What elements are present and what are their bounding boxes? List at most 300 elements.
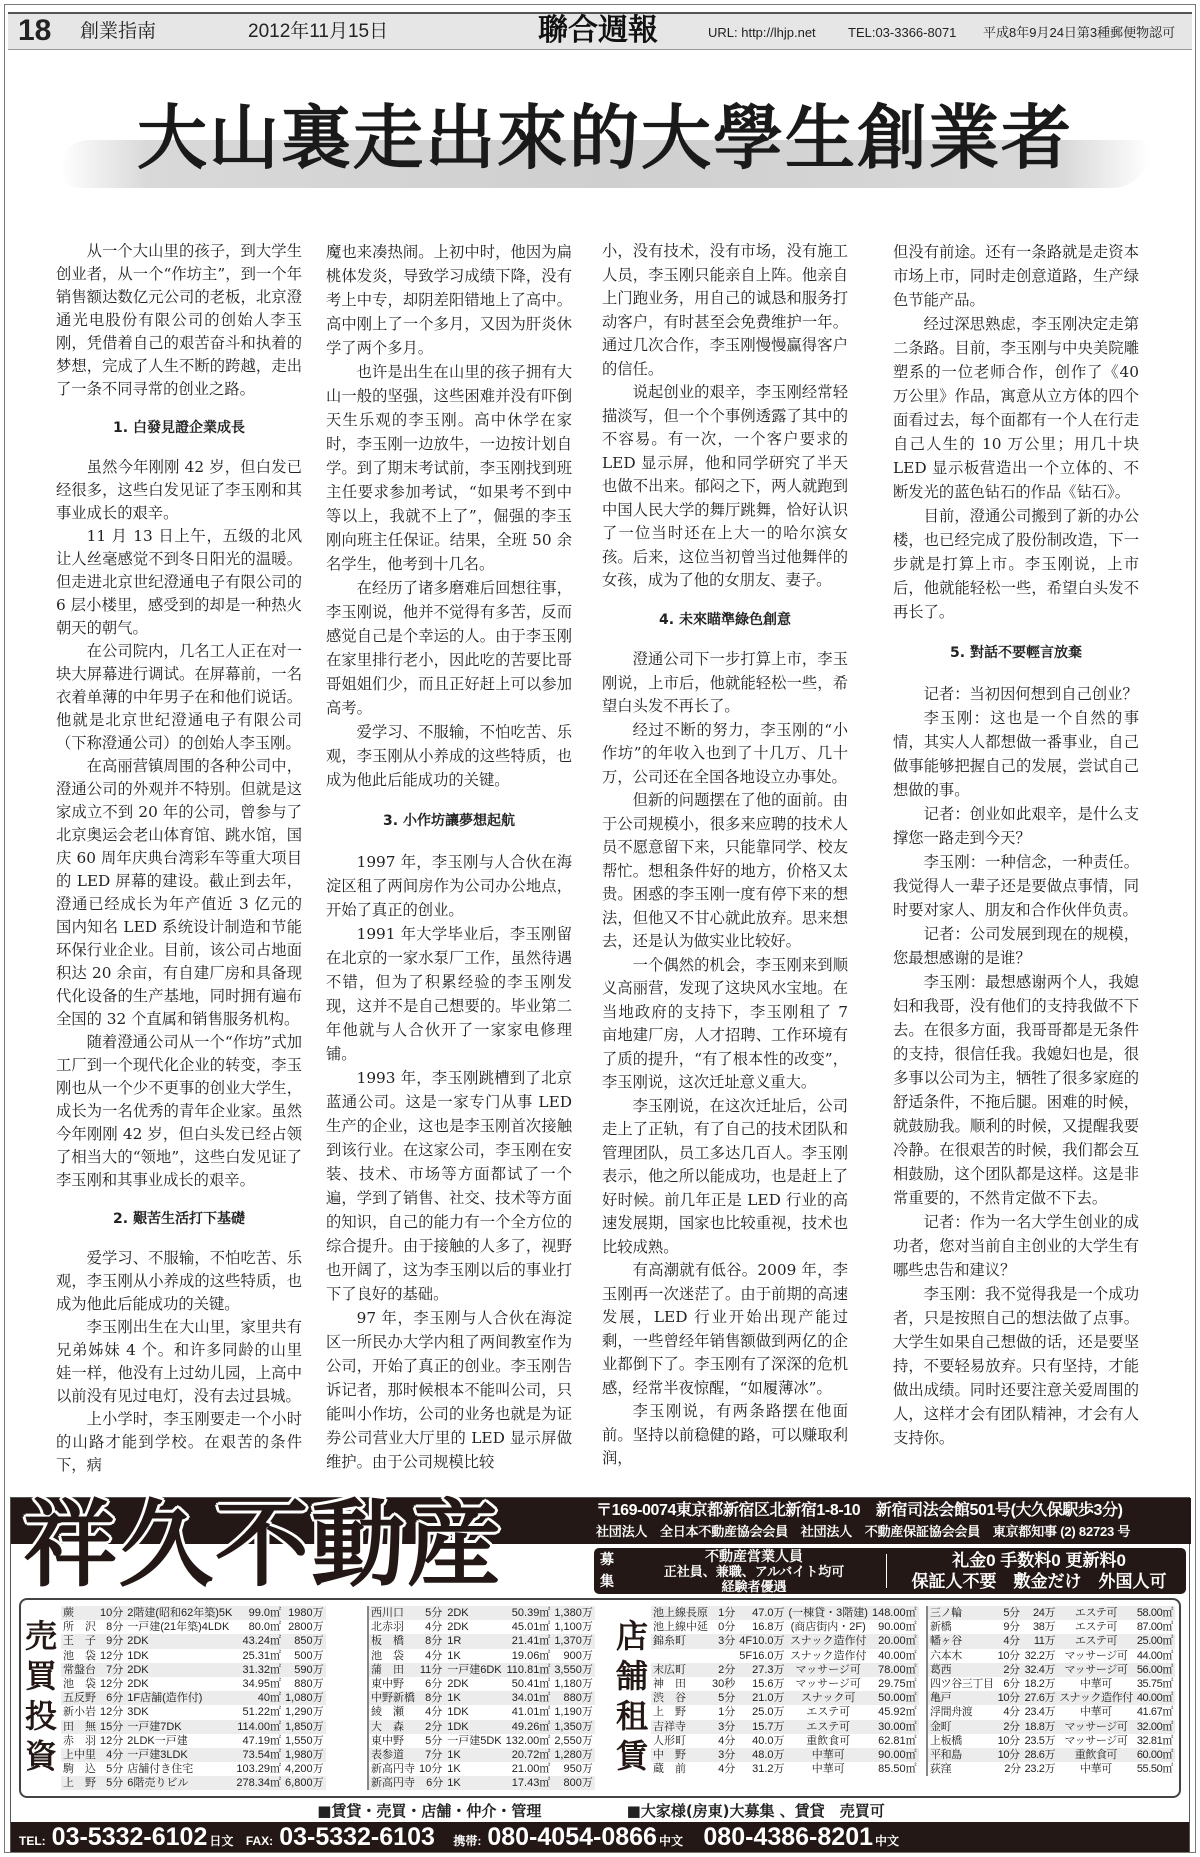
- listing-usage: 中華可: [1080, 1706, 1112, 1719]
- section-heading: 4. 未來瞄準綠色創意: [659, 611, 791, 628]
- listing-rent: 38万: [1033, 1621, 1056, 1634]
- listing-usage: エステ可: [1074, 1607, 1118, 1620]
- tel-number[interactable]: 03-5332-6102: [51, 1823, 208, 1851]
- listing-property-type: 一戸建6DK: [447, 1663, 502, 1676]
- article-paragraph: 澄通公司下一步打算上市，李玉刚说，上市后，他就能轻松一些，希望白头发不再长了。: [602, 650, 848, 715]
- listing-row: [927, 1748, 1175, 1762]
- section-heading: 2. 艱苦生活打下基礎: [113, 1211, 245, 1227]
- listing-walk-time: 2分: [1003, 1720, 1020, 1733]
- listing-property-type: 2DK: [127, 1635, 149, 1648]
- listing-walk-time: 6分: [1003, 1678, 1020, 1691]
- listing-station: 常盤台: [63, 1663, 96, 1676]
- article-paragraph: 小，没有技术，没有市场，没有施工人员，李玉刚只能亲自上阵。他亲自上门跑业务，用自己的诚恳和服务打动客户，有时甚至会免费维护一年。通过几次合作，李玉刚慢慢赢得客户的信任。: [602, 242, 848, 378]
- article-paragraph: 在经历了诸多磨难后回想往事，李玉刚说，他并不觉得有多苦，反而感觉自己是个幸运的人。由于李玉刚在家里排行老小，因此吃的苦要比哥哥姐姐们少，而且正好赶上可以参加高考。: [326, 579, 572, 717]
- listing-price: 1,290万: [285, 1706, 324, 1719]
- article-paragraph: 李玉刚出生在大山里，家里共有兄弟姊妹 4 个。和许多同龄的山里娃一样，他没有上过幼儿园，上高中以前没有见过电灯，没有去过县城。: [56, 1318, 302, 1405]
- mobile-label: 携帯:: [453, 1834, 482, 1848]
- listing-rent: 18.2万: [1024, 1678, 1056, 1691]
- listing-walk-time: 7分: [106, 1663, 124, 1676]
- listing-walk-time: 3分: [718, 1635, 736, 1648]
- listing-price: 880万: [294, 1678, 324, 1691]
- section-heading: 5. 對話不要輕言放棄: [950, 645, 1082, 661]
- ad-associations: 社団法人 全日本不動産協会会員 社団法人 不動産保証協会会員 東京都知事 (2) 82723 号: [596, 1524, 1131, 1539]
- listing-property-type: 1K: [447, 1649, 461, 1662]
- listing-walk-time: 0分: [718, 1621, 736, 1634]
- listing-row: [651, 1677, 919, 1691]
- listing-area: 32.81㎡: [1136, 1734, 1173, 1747]
- fax-number: 03-5332-6103: [279, 1823, 435, 1851]
- listing-area: 56.00㎡: [1136, 1663, 1173, 1676]
- listing-row: [651, 1634, 919, 1648]
- listing-station: 人形町: [653, 1734, 686, 1747]
- listing-price: 1,280万: [554, 1748, 593, 1761]
- listing-station: 五反野: [63, 1692, 96, 1705]
- listing-price: 500万: [294, 1649, 324, 1662]
- listing-price: 1,370万: [554, 1635, 593, 1648]
- listing-price: 4,200万: [285, 1763, 324, 1776]
- page-header: [8, 12, 1192, 50]
- listing-rent: 11万: [1033, 1635, 1056, 1648]
- listing-station: 錦糸町: [653, 1635, 686, 1648]
- listing-row: [61, 1606, 326, 1620]
- listing-rent: 48.0万: [752, 1748, 785, 1761]
- article-paragraph: 11 月 13 日上午，五级的北风让人丝毫感觉不到冬日阳光的温暖。但走进北京世纪澄通电子有限公司的 6 层小楼里，感受到的却是一种热火朝天的朝气。: [56, 527, 302, 637]
- article-paragraph: 在公司院内，几名工人正在对一块大屏幕进行调试。在屏幕前，一名衣着单薄的中年男子在和他们说话。他就是北京世纪澄通电子有限公司（下称澄通公司）的创始人李玉刚。: [56, 642, 302, 752]
- listing-property-type: 一戸建3LDK: [127, 1748, 188, 1761]
- listing-walk-time: 1分: [718, 1607, 736, 1620]
- listing-rent: 32.2万: [1024, 1649, 1056, 1662]
- terms-line-2: 保証人不要 敷金だけ 外国人可: [911, 1572, 1167, 1591]
- listing-station: 池 袋: [371, 1649, 404, 1662]
- listing-station: 北赤羽: [371, 1621, 404, 1634]
- listing-rent: 40.0万: [752, 1734, 785, 1747]
- listing-usage: マッサージ可: [795, 1663, 861, 1676]
- listing-area: 20.00㎡: [878, 1635, 917, 1648]
- listing-property-type: 1K: [447, 1748, 461, 1761]
- listing-price: 1,550万: [285, 1734, 324, 1747]
- listing-price: 850万: [294, 1635, 324, 1648]
- listing-walk-time: 8分: [425, 1635, 443, 1648]
- listing-rent: 23.4万: [1024, 1706, 1056, 1719]
- listing-row: [61, 1663, 326, 1677]
- fax-label: FAX:: [245, 1834, 274, 1848]
- article-paragraph: 但没有前途。还有一条路就是走资本市场上市，同时走创意道路，生产绿色节能产品。: [893, 243, 1139, 309]
- landlord-text: ■大家様(房東)大募集 、賃貸 売買可: [626, 1802, 885, 1820]
- listing-property-type: 6階売りビル: [127, 1777, 189, 1790]
- listing-walk-time: 10分: [997, 1734, 1020, 1747]
- article-paragraph: 李玉刚：一种信念，一种责任。我觉得人一辈子还是要做点事情，同时要对家人、朋友和合作伙伴负责。: [893, 853, 1139, 919]
- listing-row: [651, 1606, 919, 1620]
- article-paragraph: 李玉刚：最想感谢两个人，我媳妇和我哥，没有他们的支持我做不下去。在很多方面，我哥哥都是无条件的支持，很信任我。我媳妇也是，很多事以公司为主，牺牲了很多家庭的舒适条件，不拖后腿。困难的时候，就鼓励我。顺利的时候，又提醒我要冷静。在很艰苦的时候，我们都会互相鼓励，这个团队都是这样。这是非常重要的，不然肯定做不下去。: [893, 973, 1139, 1207]
- listing-row: [368, 1720, 595, 1734]
- article-paragraph: 记者：当初因何想到自己创业？: [923, 685, 1138, 703]
- listing-area: 103.29㎡: [236, 1763, 282, 1776]
- listing-walk-time: 10分: [997, 1748, 1020, 1761]
- listing-area: 41.67㎡: [1136, 1706, 1173, 1719]
- listing-price: 1,100万: [554, 1621, 593, 1634]
- listing-station: 新高円寺: [371, 1777, 415, 1790]
- listing-area: 20.72㎡: [511, 1748, 551, 1761]
- listing-walk-time: 5分: [425, 1607, 443, 1620]
- issue-date: 2012年11月15日: [248, 21, 389, 42]
- rent-table-2: [926, 1606, 1175, 1776]
- listing-walk-time: 6分: [426, 1777, 444, 1790]
- listing-station: 東中野: [371, 1734, 404, 1747]
- listing-area: 62.81㎡: [878, 1734, 917, 1747]
- article-paragraph: 李玉刚：我不觉得我是一个成功者，只是按照自己的想法做了点事。大学生如果自己想做的话，还是要坚持，不要轻易放弃。只有坚持，才能做出成绩。同时还要注意关爱周围的人，这样才会有团队精神，才会有人支持你。: [893, 1285, 1139, 1447]
- listing-row: [61, 1705, 326, 1719]
- listing-row: [368, 1649, 595, 1663]
- header-phone: TEL:03-3366-8071: [848, 25, 957, 40]
- article-column-1: [56, 240, 302, 1477]
- listing-property-type: 1F店舗(造作付): [127, 1692, 203, 1705]
- listing-rent: 18.8万: [1024, 1720, 1056, 1733]
- sale-label-text: 売買投資: [24, 1617, 57, 1775]
- listing-row: [61, 1634, 326, 1648]
- listing-row: [368, 1705, 595, 1719]
- listing-rent: 47.0万: [752, 1607, 785, 1620]
- services-text: ■賃貸・売買・店舗・仲介・管理: [317, 1802, 542, 1820]
- listing-area: 21.41㎡: [511, 1635, 551, 1648]
- listing-area: 32.00㎡: [1136, 1720, 1173, 1733]
- listing-row: [651, 1720, 919, 1734]
- page-number: 18: [18, 14, 52, 47]
- listing-walk-time: 5分: [1003, 1607, 1020, 1620]
- listing-price: 1,850万: [285, 1720, 324, 1733]
- listing-area: 55.50㎡: [1136, 1763, 1173, 1776]
- listing-property-type: 2DK: [447, 1607, 469, 1620]
- listing-price: 1,380万: [554, 1607, 593, 1620]
- listing-walk-time: 5分: [106, 1777, 124, 1790]
- listing-property-type: 1K: [447, 1692, 461, 1705]
- listing-usage: エステ可: [806, 1720, 851, 1733]
- listing-walk-time: 6分: [106, 1692, 124, 1705]
- listing-row: [368, 1691, 595, 1705]
- listing-property-type: 1K: [447, 1763, 461, 1776]
- listing-usage: マッサージ可: [1064, 1720, 1128, 1733]
- article-paragraph: 经过深思熟虑，李玉刚决定走第二条路。目前，李玉刚与中央美院雕塑系的一位老师合作，创作了《40 万公里》作品，寓意从立方体的四个面看过去，每个面都有一个人在行走自己人生的 10 万公里；用几十块 LED 显示板营造出一个立体的、不断发光的蓝色钻石的作品《钻石》。: [893, 315, 1139, 501]
- listing-station: 四ツ谷三丁目: [930, 1678, 994, 1691]
- listing-area: 148.00㎡: [871, 1607, 917, 1620]
- listing-walk-time: 9分: [1003, 1621, 1020, 1634]
- listing-row: [927, 1620, 1175, 1634]
- listing-row: [651, 1762, 919, 1776]
- listing-station: 池上線中延: [653, 1621, 708, 1634]
- listing-area: 31.32㎡: [242, 1663, 282, 1676]
- listing-walk-time: 3分: [718, 1748, 736, 1761]
- article-paragraph: 1997 年，李玉刚与人合伙在海淀区租了两间房作为公司办公地点，开始了真正的创业。: [326, 853, 572, 919]
- article-paragraph: 李玉刚说，有两条路摆在他面前。坚持以前稳健的路，可以赚取利润，: [602, 1402, 848, 1467]
- listing-station: 平和島: [930, 1748, 962, 1761]
- tel-label: TEL:: [19, 1834, 46, 1848]
- listing-row: [651, 1691, 919, 1705]
- listing-station: 中 野: [653, 1748, 686, 1761]
- listing-rent: 32.4万: [1024, 1663, 1056, 1676]
- ad-company-name: 祥久不動産: [23, 1491, 504, 1600]
- listing-property-type: 2LDK一戸建: [127, 1734, 188, 1747]
- listing-area: 50.39㎡: [511, 1607, 551, 1620]
- listing-walk-time: 11分: [419, 1663, 443, 1676]
- article-column-2: [326, 240, 572, 1474]
- listing-area: 80.0㎡: [248, 1621, 282, 1634]
- listing-area: 50.00㎡: [878, 1692, 917, 1705]
- article-paragraph: 魔也来凑热闹。上初中时，他因为扁桃体发炎，导致学习成绩下降，没有考上中专，却阴差阳错地上了高中。高中刚上了一个多月，又因为肝炎休学了两个多月。: [326, 243, 572, 357]
- listing-station: 吉祥寺: [653, 1720, 686, 1733]
- listing-row: [61, 1620, 326, 1634]
- listing-area: 50.41㎡: [511, 1678, 551, 1691]
- listing-area: 44.00㎡: [1136, 1649, 1173, 1662]
- listing-station: 駒 込: [63, 1763, 96, 1776]
- listing-usage: 重飲食可: [806, 1734, 851, 1747]
- listing-station: 神 田: [653, 1678, 686, 1691]
- mobile-number-1[interactable]: 080-4054-0866: [487, 1823, 657, 1851]
- listing-usage: スナック造作付: [1059, 1692, 1133, 1705]
- recruit-box: [594, 1548, 1186, 1594]
- article-paragraph: 目前，澄通公司搬到了新的办公楼，也已经完成了股份制改造，下一步就是打算上市。李玉刚说，上市后，他就能轻松一些，希望白头发不再长了。: [893, 507, 1139, 621]
- listing-row: [927, 1762, 1175, 1776]
- listing-station: 三ノ輪: [930, 1607, 962, 1620]
- listing-price: 1,190万: [554, 1706, 593, 1719]
- listing-property-type: 2階建(昭和62年築)5K: [127, 1607, 233, 1620]
- recruit-details: [624, 1548, 884, 1594]
- listing-area: 78.00㎡: [878, 1663, 917, 1676]
- listing-walk-time: 4分: [425, 1706, 443, 1719]
- article-paragraph: 爱学习、不服输，不怕吃苦、乐观，李玉刚从小养成的这些特质，也成为他此后能成功的关键。: [326, 723, 572, 789]
- listing-rent: 27.3万: [752, 1663, 785, 1676]
- listing-row: [368, 1620, 595, 1634]
- listing-property-type: 1DK: [447, 1720, 469, 1733]
- listing-usage: エステ可: [806, 1706, 851, 1719]
- listing-station: 渋 谷: [653, 1692, 686, 1705]
- listing-row: [927, 1606, 1175, 1620]
- listing-area: 41.01㎡: [511, 1706, 551, 1719]
- listing-station: 蕨: [63, 1607, 74, 1620]
- listing-station: 六本木: [930, 1649, 962, 1662]
- section-heading: 3. 小作坊讓夢想起航: [383, 813, 515, 829]
- article-paragraph: 记者：公司发展到现在的规模，您最想感谢的是谁？: [893, 925, 1139, 967]
- listing-area: 51.22㎡: [242, 1706, 282, 1719]
- listing-walk-time: 5分: [718, 1692, 736, 1705]
- listing-area: 21.00㎡: [511, 1763, 551, 1776]
- listing-property-type: 一戸建7DK: [127, 1720, 182, 1733]
- listing-walk-time: 30秒: [712, 1678, 736, 1691]
- article-paragraph: 记者：创业如此艰辛，是什么支撑您一路走到今天？: [893, 805, 1139, 847]
- section-heading: 1. 白發見證企業成長: [113, 420, 245, 436]
- article-paragraph: 1991 年大学毕业后，李玉刚留在北京的一家水泵厂工作，虽然待遇不错，但为了积累经验的李玉刚发现，这并不是自己想要的。毕业第二年他就与人合伙开了一家家电修理铺。: [326, 925, 572, 1063]
- listing-walk-time: 12分: [100, 1734, 124, 1747]
- listing-area: 29.75㎡: [878, 1678, 917, 1691]
- listing-walk-time: 4分: [106, 1748, 124, 1761]
- mobile-1-language: 中文: [658, 1834, 683, 1848]
- listing-walk-time: 10分: [419, 1763, 443, 1776]
- listing-row: [927, 1720, 1175, 1734]
- listing-rent: 25.0万: [752, 1706, 785, 1719]
- listing-row: [61, 1649, 326, 1663]
- listing-rent: 23.5万: [1024, 1734, 1056, 1747]
- listing-station: 荻窪: [930, 1763, 952, 1776]
- listing-walk-time: 9分: [106, 1635, 124, 1648]
- listing-row: [368, 1634, 595, 1648]
- listing-area: 45.92㎡: [878, 1706, 917, 1719]
- listing-price: 900万: [563, 1649, 593, 1662]
- listing-row: [368, 1677, 595, 1691]
- listing-row: [368, 1776, 595, 1790]
- listing-station: 新高円寺: [371, 1763, 415, 1776]
- listing-property-type: 1R: [447, 1635, 462, 1648]
- listing-rent: 15.6万: [752, 1678, 785, 1691]
- listing-area: 47.19㎡: [242, 1734, 282, 1747]
- divider: [886, 1554, 887, 1588]
- article-paragraph: 一个偶然的机会，李玉刚来到顺义高丽营，发现了这块风水宝地。在当地政府的支持下，李玉刚租了 7 亩地建厂房，人才招聘、工作环境有了质的提升，“有了根本性的改变”，李玉刚说，这次迁址意义重大。: [602, 955, 848, 1091]
- listing-area: 45.01㎡: [511, 1621, 551, 1634]
- listing-station: 西川口: [371, 1607, 404, 1620]
- listing-walk-time: 8分: [106, 1621, 124, 1634]
- article-paragraph: 从一个大山里的孩子，到大学生创业者，从一个“作坊主”，到一个年销售额达数亿元公司的老板，北京澄通光电股份有限公司的创始人李玉刚，凭借着自己的艰苦奋斗和执着的梦想，完成了人生不断的跨越，走出了一条不同寻常的创业之路。: [56, 242, 302, 398]
- listing-area: 25.31㎡: [242, 1649, 282, 1662]
- listing-usage: (商店街内・2F): [790, 1621, 866, 1634]
- listing-usage: エステ可: [1074, 1621, 1118, 1634]
- listing-row: [61, 1691, 326, 1705]
- listing-station: 新橋: [930, 1621, 952, 1634]
- ad-address: 〒169-0074東京都新宿区北新宿1-8-10 新宿司法会館501号(大久保駅歩3分): [596, 1502, 1123, 1519]
- listing-walk-time: 6分: [425, 1678, 443, 1691]
- listing-rent: 28.6万: [1024, 1748, 1056, 1761]
- listing-walk-time: 12分: [100, 1706, 124, 1719]
- listing-price: 950万: [563, 1763, 593, 1776]
- listing-walk-time: 2分: [425, 1720, 443, 1733]
- listing-usage: エステ可: [1074, 1635, 1118, 1648]
- article-paragraph: 说起创业的艰辛，李玉刚经常轻描淡写，但一个个事例透露了其中的不容易。有一次，一个客户要求的 LED 显示屏，他和同学研究了半天也做不出来。郁闷之下，两人就跑到中国人民大学的舞厅跳舞，恰好认识了一位当时还在上大一的哈尔滨女孩。后来，这位当初曾当过他舞伴的女孩，成为了他的女朋友、妻子。: [602, 383, 848, 589]
- listing-rent: 15.7万: [752, 1720, 785, 1733]
- recruit-line-2: 正社員、兼職、アルバイト均可: [663, 1564, 845, 1579]
- listing-usage: (一棟貸・3階建): [788, 1607, 868, 1620]
- listing-rent: 5F16.0万: [739, 1649, 785, 1662]
- listing-area: 85.50㎡: [878, 1763, 917, 1776]
- listing-row: [368, 1734, 595, 1748]
- listing-row: [927, 1677, 1175, 1691]
- listing-property-type: 2DK: [127, 1663, 149, 1676]
- listing-price: 1,180万: [554, 1678, 593, 1691]
- listing-area: 73.54㎡: [242, 1748, 282, 1761]
- rent-table-1: [651, 1606, 919, 1776]
- listing-price: 880万: [563, 1692, 593, 1705]
- listing-area: 58.00㎡: [1136, 1607, 1173, 1620]
- listing-station: 上 野: [653, 1706, 686, 1719]
- listing-station: 池 袋: [63, 1678, 96, 1691]
- listing-area: 60.00㎡: [1136, 1748, 1173, 1761]
- listing-station: 蔵 前: [653, 1763, 686, 1776]
- listing-row: [61, 1748, 326, 1762]
- rent-label-text: 店舗租賃: [615, 1617, 648, 1775]
- listing-walk-time: 10分: [997, 1649, 1020, 1662]
- real-estate-advertisement: [10, 1491, 1190, 1852]
- listing-row: [927, 1649, 1175, 1663]
- listing-walk-time: 4分: [425, 1649, 443, 1662]
- listing-property-type: 一戸建5DK: [447, 1734, 502, 1747]
- listing-walk-time: 12分: [100, 1649, 124, 1662]
- rent-label: [615, 1616, 649, 1776]
- listing-row: [61, 1720, 326, 1734]
- listing-rent: 21.0万: [752, 1692, 785, 1705]
- listing-station: 表参道: [371, 1748, 404, 1761]
- listing-station: 上 野: [63, 1777, 96, 1790]
- listing-walk-time: 10分: [997, 1692, 1020, 1705]
- listing-row: [927, 1691, 1175, 1705]
- listing-area: 87.00㎡: [1136, 1621, 1173, 1634]
- listing-station: 上板橋: [930, 1734, 962, 1747]
- article-paragraph: 李玉刚：这也是一个自然的事情，其实人人都想做一番事业，自己做事能够把握自己的发展，尝试自己想做的事。: [893, 709, 1139, 799]
- listing-station: 中野新橋: [371, 1692, 415, 1705]
- listing-walk-time: 12分: [100, 1678, 124, 1691]
- listing-row: [368, 1663, 595, 1677]
- listing-area: 110.81㎡: [506, 1663, 551, 1676]
- listing-area: 17.43㎡: [511, 1777, 551, 1790]
- listing-station: 金町: [930, 1720, 952, 1733]
- sale-label: [24, 1616, 58, 1776]
- article-headline: 大山裏走出來的大學生創業者: [137, 97, 1073, 179]
- listing-walk-time: 4分: [1003, 1706, 1020, 1719]
- listing-property-type: 1K: [447, 1777, 461, 1790]
- listing-station: 池 袋: [63, 1649, 96, 1662]
- listing-walk-time: 4分: [718, 1763, 736, 1776]
- article-paragraph: 有高潮就有低谷。2009 年，李玉刚再一次迷茫了。由于前期的高速发展，LED 行业开始出现产能过剩，一些曾经年销售额做到两亿的企业都倒下了。李玉刚有了深深的危机感，经常半夜惊醒，“如履薄冰”。: [602, 1261, 848, 1397]
- listing-station: 所 沢: [63, 1621, 96, 1634]
- mobile-number-2[interactable]: 080-4386-8201: [703, 1823, 873, 1851]
- listing-property-type: 1DK: [447, 1706, 469, 1719]
- listing-price: 800万: [563, 1777, 593, 1790]
- article-paragraph: 爱学习、不服输，不怕吃苦、乐观，李玉刚从小养成的这些特质，也成为他此后能成功的关键。: [56, 1249, 302, 1313]
- listing-area: 90.00㎡: [878, 1621, 917, 1634]
- listing-row: [368, 1606, 595, 1620]
- listing-walk-time: 3分: [718, 1720, 736, 1733]
- listing-price: 6,800万: [285, 1777, 324, 1790]
- listing-station: 新小岩: [63, 1706, 96, 1719]
- listing-row: [61, 1776, 326, 1790]
- listing-area: 34.95㎡: [242, 1678, 282, 1691]
- listing-property-type: 1DK: [127, 1649, 149, 1662]
- listing-station: 浮間舟渡: [930, 1706, 973, 1719]
- listing-usage: 中華可: [1080, 1678, 1112, 1691]
- listing-usage: マッサージ可: [1064, 1734, 1128, 1747]
- listing-price: 3,550万: [554, 1663, 593, 1676]
- article-paragraph: 李玉刚说，在这次迁址后，公司走上了正轨，有了自己的技术团队和管理团队，员工多达几百人。李玉刚表示，他之所以能成功，也是赶上了好时候。前几年正是 LED 行业的高速发展期，国家也比较重视，技术也比较成熟。: [602, 1096, 848, 1256]
- listing-usage: マッサージ可: [795, 1678, 861, 1691]
- listing-row: [61, 1677, 326, 1691]
- listing-price: 1,350万: [554, 1720, 593, 1733]
- website-url[interactable]: URL: http://lhjp.net: [708, 25, 816, 40]
- listing-walk-time: 15分: [100, 1720, 124, 1733]
- listing-station: 板 橋: [371, 1635, 404, 1648]
- article-column-3: [602, 240, 848, 1471]
- rental-terms: [894, 1550, 1184, 1592]
- listing-area: 90.00㎡: [878, 1748, 917, 1761]
- listing-row: [927, 1663, 1175, 1677]
- listing-area: 40㎡: [257, 1692, 282, 1705]
- tel-language: 日文: [209, 1834, 234, 1848]
- listing-station: 池上線長原: [653, 1607, 708, 1620]
- listing-usage: スナック可: [800, 1692, 856, 1705]
- article-paragraph: 97 年，李玉刚与人合伙在海淀区一所民办大学内租了两间教室作为公司，开始了真正的创业。李玉刚告诉记者，那时候根本不能叫公司，只能叫小作坊，公司的业务也就是为证券公司营业大厅里的 LED 显示屏做维护。由于公司规模比较: [326, 1309, 572, 1471]
- mobile-2-language: 中文: [875, 1834, 900, 1848]
- article-paragraph: 1993 年，李玉刚跳槽到了北京蓝通公司。这是一家专门从事 LED 生产的企业，这也是李玉刚首次接触到该行业。在这家公司，李玉刚在安装、技术、市场等方面都试了一个遍，学到了销售、社交、技术等方面的知识，自己的能力有一个全方位的综合提升。由于接触的人多了，视野也开阔了，这为李玉刚以后的事业打下了良好的基础。: [326, 1069, 572, 1303]
- article-paragraph: 记者：作为一名大学生创业的成功者，您对当前自主创业的大学生有哪些忠告和建议？: [893, 1213, 1139, 1279]
- listing-price: 1980万: [288, 1607, 324, 1620]
- listing-rent: 23.2万: [1024, 1763, 1056, 1776]
- listing-area: 30.00㎡: [878, 1720, 917, 1733]
- listing-station: 赤 羽: [63, 1734, 96, 1747]
- article-paragraph: 虽然今年刚刚 42 岁，但白发已经很多，这些白发见证了李玉刚和其事业成长的艰辛。: [56, 458, 302, 522]
- listing-property-type: 2DK: [447, 1678, 469, 1691]
